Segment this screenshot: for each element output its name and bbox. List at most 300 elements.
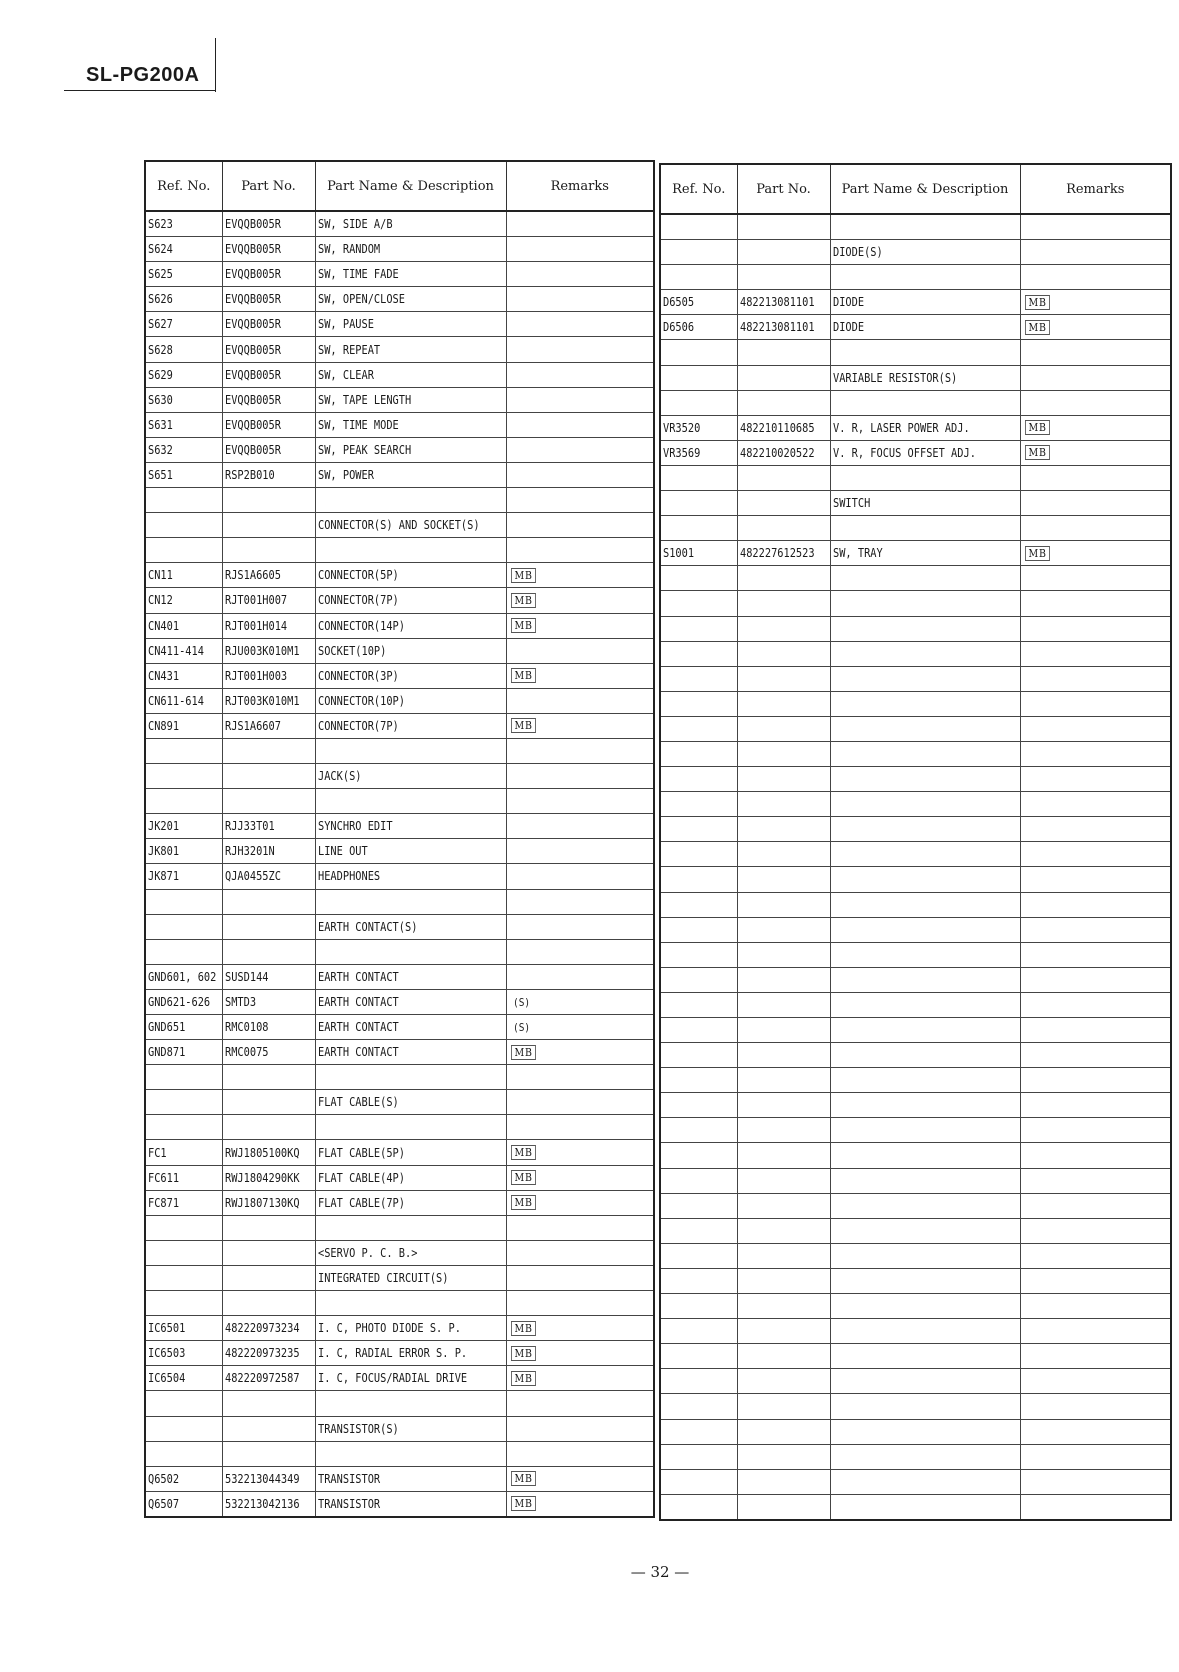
ref-no-cell [660, 1319, 737, 1344]
remarks-cell [506, 1140, 654, 1165]
table-row [660, 1243, 1171, 1268]
part-no-cell-text: RJS1A6605 [224, 568, 281, 583]
part-no-cell [737, 541, 830, 566]
description-cell-text: EARTH CONTACT(S) [317, 919, 417, 934]
description-cell-text: CONNECTOR(5P) [317, 568, 399, 583]
ref-no-cell-text: CN12 [148, 593, 173, 608]
table-row [145, 688, 654, 713]
description-cell-text: VARIABLE RESISTOR(S) [832, 370, 957, 385]
ref-no-cell [145, 1441, 222, 1466]
table-row [145, 588, 654, 613]
part-no-cell [737, 1369, 830, 1394]
remarks-cell [506, 462, 654, 487]
remarks-cell [506, 1441, 654, 1466]
ref-no-cell [660, 214, 737, 240]
part-no-cell [737, 1143, 830, 1168]
ref-no-cell [660, 641, 737, 666]
table-row [145, 1190, 654, 1215]
table-row [660, 541, 1171, 566]
description-cell [830, 1494, 1020, 1520]
table-row [660, 666, 1171, 691]
mb-badge: MB [1025, 546, 1050, 561]
table-row [660, 641, 1171, 666]
ref-no-cell [145, 914, 222, 939]
ref-no-cell-text: S651 [148, 467, 173, 482]
description-cell [315, 262, 506, 287]
remarks-cell [1020, 842, 1171, 867]
description-cell [315, 237, 506, 262]
part-no-cell [222, 513, 315, 538]
description-cell [315, 513, 506, 538]
part-no-cell [222, 1366, 315, 1391]
remarks-cell [506, 989, 654, 1014]
remarks-cell [506, 1240, 654, 1265]
part-no-cell-text: 532213044349 [224, 1471, 300, 1486]
remarks-cell [506, 939, 654, 964]
part-no-cell [222, 1140, 315, 1165]
mb-badge: MB [511, 1195, 536, 1210]
ref-no-cell [145, 1065, 222, 1090]
remarks-cell [506, 262, 654, 287]
table-row [660, 591, 1171, 616]
description-cell-text: SWITCH [832, 496, 870, 511]
table-row [145, 814, 654, 839]
part-no-cell [737, 1243, 830, 1268]
ref-no-cell [660, 1043, 737, 1068]
table-row [660, 214, 1171, 240]
part-no-cell [737, 817, 830, 842]
part-no-cell [737, 214, 830, 240]
mb-badge: MB [1025, 420, 1050, 435]
table-row [660, 767, 1171, 792]
remarks-cell [506, 1466, 654, 1491]
table-row [145, 1441, 654, 1466]
description-cell [315, 538, 506, 563]
parts-table-left [144, 160, 655, 1518]
remarks-cell [1020, 541, 1171, 566]
remarks-cell [1020, 1494, 1171, 1520]
remarks-cell [1020, 465, 1171, 490]
table-row [660, 741, 1171, 766]
ref-no-cell [145, 663, 222, 688]
remarks-cell [1020, 641, 1171, 666]
ref-no-cell [660, 1444, 737, 1469]
ref-no-cell [660, 867, 737, 892]
table-row [660, 616, 1171, 641]
part-no-cell-text: RJT003K010M1 [224, 693, 300, 708]
table-row [145, 1291, 654, 1316]
remarks-cell [1020, 817, 1171, 842]
table-row [660, 340, 1171, 365]
ref-no-cell [145, 789, 222, 814]
table-row [145, 1065, 654, 1090]
mb-badge: MB [511, 1145, 536, 1160]
table-row [145, 613, 654, 638]
part-no-cell [737, 566, 830, 591]
part-no-cell [222, 538, 315, 563]
ref-no-cell [660, 1344, 737, 1369]
part-no-cell [737, 1419, 830, 1444]
part-no-cell-text: 482210020522 [739, 445, 815, 460]
ref-no-cell [660, 942, 737, 967]
table-row [660, 1444, 1171, 1469]
remarks-cell [506, 1215, 654, 1240]
part-no-cell [737, 1469, 830, 1494]
mb-badge: MB [1025, 295, 1050, 310]
ref-no-cell-text: S1001 [663, 546, 695, 561]
ref-no-cell [660, 1118, 737, 1143]
remarks-cell [1020, 1193, 1171, 1218]
description-cell [830, 817, 1020, 842]
ref-no-cell [660, 767, 737, 792]
ref-no-cell [145, 1265, 222, 1290]
mb-badge: MB [511, 718, 536, 733]
remarks-cell [1020, 792, 1171, 817]
table-row [145, 237, 654, 262]
ref-no-cell [660, 1494, 737, 1520]
description-cell [315, 613, 506, 638]
description-cell [830, 1243, 1020, 1268]
table-row [145, 1040, 654, 1065]
description-cell-text: CONNECTOR(3P) [317, 668, 399, 683]
description-cell [830, 265, 1020, 290]
table-row [660, 917, 1171, 942]
description-cell-text: CONNECTOR(14P) [317, 618, 405, 633]
remarks-cell [1020, 214, 1171, 240]
part-no-cell-text: 482220972587 [224, 1371, 300, 1386]
header-part-no: Part No. [222, 161, 315, 211]
description-cell [315, 1215, 506, 1240]
part-no-cell-text: RSP2B010 [224, 467, 275, 482]
header-description: Part Name & Description [315, 161, 506, 211]
description-cell [315, 989, 506, 1014]
ref-no-cell [145, 1115, 222, 1140]
remarks-cell [1020, 415, 1171, 440]
part-no-cell [737, 1268, 830, 1293]
part-no-cell [222, 1065, 315, 1090]
remarks-cell [506, 738, 654, 763]
part-no-cell [222, 1291, 315, 1316]
table-row [660, 1093, 1171, 1118]
description-cell [315, 211, 506, 237]
remarks-cell [506, 387, 654, 412]
remarks-cell [1020, 340, 1171, 365]
part-no-cell-text: 482220973234 [224, 1321, 300, 1336]
ref-no-cell-text: S628 [148, 342, 173, 357]
ref-no-cell [660, 415, 737, 440]
ref-no-cell-text: CN611-614 [148, 693, 204, 708]
part-no-cell [737, 1218, 830, 1243]
description-cell [315, 1441, 506, 1466]
part-no-cell [737, 917, 830, 942]
part-no-cell-text: RWJ1805100KQ [224, 1145, 300, 1160]
mb-badge: MB [511, 668, 536, 683]
part-no-cell [222, 1341, 315, 1366]
remarks-cell [506, 412, 654, 437]
description-cell [315, 563, 506, 588]
remarks-cell [1020, 741, 1171, 766]
part-no-cell-text: RJH3201N [224, 844, 275, 859]
ref-no-cell [660, 741, 737, 766]
description-cell-text: JACK(S) [317, 769, 361, 784]
description-cell [315, 814, 506, 839]
part-no-cell-text: 482213081101 [739, 320, 815, 335]
remarks-cell [1020, 1469, 1171, 1494]
remarks-cell [1020, 767, 1171, 792]
header-remarks: Remarks [1020, 164, 1171, 214]
part-no-cell-text: RMC0108 [224, 1020, 268, 1035]
part-no-cell [222, 889, 315, 914]
description-cell [315, 287, 506, 312]
description-cell [830, 440, 1020, 465]
table-row [660, 1319, 1171, 1344]
table-row [660, 942, 1171, 967]
description-cell-text: LINE OUT [317, 844, 368, 859]
remarks-cell [1020, 516, 1171, 541]
description-cell-text: DIODE [832, 295, 864, 310]
part-no-cell [737, 1344, 830, 1369]
ref-no-cell-text: CN401 [148, 618, 180, 633]
ref-no-cell [660, 1369, 737, 1394]
part-no-cell-text: 482213081101 [739, 295, 815, 310]
ref-no-cell-text: GND621-626 [148, 994, 211, 1009]
part-no-cell [222, 588, 315, 613]
table-row [660, 1043, 1171, 1068]
header-part-no: Part No. [737, 164, 830, 214]
remarks-cell [506, 1316, 654, 1341]
ref-no-cell-text: Q6507 [148, 1496, 180, 1511]
description-cell [830, 1419, 1020, 1444]
mb-badge: MB [1025, 320, 1050, 335]
description-cell [830, 1193, 1020, 1218]
description-cell-text: EARTH CONTACT [317, 1045, 399, 1060]
table-row [660, 1168, 1171, 1193]
table-row [660, 792, 1171, 817]
ref-no-cell [660, 1018, 737, 1043]
remarks-cell [506, 538, 654, 563]
part-no-cell [737, 265, 830, 290]
description-cell [315, 789, 506, 814]
table-row [660, 1469, 1171, 1494]
part-no-cell [222, 563, 315, 588]
table-row [660, 315, 1171, 340]
part-no-cell [222, 1040, 315, 1065]
description-cell [315, 914, 506, 939]
description-cell [830, 666, 1020, 691]
table-row [145, 1265, 654, 1290]
page-number: — 32 — [630, 1563, 690, 1581]
ref-no-cell [660, 1268, 737, 1293]
table-row [660, 992, 1171, 1017]
description-cell [830, 541, 1020, 566]
part-no-cell [222, 488, 315, 513]
ref-no-cell-text: D6506 [663, 320, 695, 335]
table-row [145, 713, 654, 738]
part-no-cell [737, 516, 830, 541]
remarks-cell [506, 1341, 654, 1366]
remarks-cell [506, 1015, 654, 1040]
ref-no-cell [145, 1316, 222, 1341]
mb-badge: MB [1025, 445, 1050, 460]
description-cell [315, 1040, 506, 1065]
description-cell [315, 1391, 506, 1416]
description-cell [315, 1065, 506, 1090]
part-no-cell [222, 1190, 315, 1215]
table-row [145, 488, 654, 513]
remarks-cell [506, 1265, 654, 1290]
remarks-cell [1020, 1093, 1171, 1118]
remarks-cell [506, 688, 654, 713]
table-row [145, 287, 654, 312]
ref-no-cell [145, 337, 222, 362]
part-no-cell [737, 1043, 830, 1068]
table-row [660, 1369, 1171, 1394]
remarks-cell [1020, 440, 1171, 465]
remarks-cell [1020, 917, 1171, 942]
description-cell [315, 1140, 506, 1165]
mb-badge: MB [511, 1321, 536, 1336]
description-cell-text: SW, OPEN/CLOSE [317, 292, 405, 307]
table-row [145, 437, 654, 462]
header-ref-no: Ref. No. [145, 161, 222, 211]
description-cell [315, 1341, 506, 1366]
description-cell [315, 764, 506, 789]
part-no-cell [222, 1441, 315, 1466]
remarks-cell [1020, 566, 1171, 591]
remarks-cell [506, 488, 654, 513]
remarks-cell [1020, 591, 1171, 616]
ref-no-cell [145, 1090, 222, 1115]
remarks-cell [506, 237, 654, 262]
table-row [145, 262, 654, 287]
remarks-cell [1020, 1419, 1171, 1444]
description-cell-text: SW, POWER [317, 467, 374, 482]
description-cell [315, 1316, 506, 1341]
description-cell [315, 839, 506, 864]
part-no-cell-text: 482227612523 [739, 546, 815, 561]
part-no-cell-text: RMC0075 [224, 1045, 268, 1060]
ref-no-cell-text: FC871 [148, 1195, 180, 1210]
description-cell-text: CONNECTOR(7P) [317, 593, 399, 608]
part-no-cell [222, 1466, 315, 1491]
table-row [660, 842, 1171, 867]
part-no-cell [222, 764, 315, 789]
part-no-cell-text: EVQQB005R [224, 292, 281, 307]
ref-no-cell-text: S625 [148, 267, 173, 282]
part-no-cell [737, 390, 830, 415]
ref-no-cell [145, 1190, 222, 1215]
part-no-cell [737, 792, 830, 817]
description-cell-text: SW, PEAK SEARCH [317, 442, 411, 457]
header-ref-no: Ref. No. [660, 164, 737, 214]
description-cell-text: V. R, FOCUS OFFSET ADJ. [832, 445, 976, 460]
ref-no-cell [660, 440, 737, 465]
ref-no-cell-text: GND601, 602 [148, 969, 217, 984]
table-row [660, 491, 1171, 516]
table-row [145, 738, 654, 763]
part-no-cell [222, 964, 315, 989]
ref-no-cell [660, 265, 737, 290]
part-no-cell-text: RJJ33T01 [224, 819, 275, 834]
part-no-cell [222, 713, 315, 738]
ref-no-cell-text: Q6502 [148, 1471, 180, 1486]
ref-no-cell [660, 1193, 737, 1218]
ref-no-cell-text: S627 [148, 317, 173, 332]
ref-no-cell-text: S623 [148, 217, 173, 232]
description-cell [315, 939, 506, 964]
part-no-cell [737, 666, 830, 691]
ref-no-cell [145, 1140, 222, 1165]
ref-no-cell [660, 340, 737, 365]
table-row [660, 1494, 1171, 1520]
remarks-cell [506, 437, 654, 462]
part-no-cell [737, 591, 830, 616]
table-row [660, 440, 1171, 465]
remarks-cell [506, 789, 654, 814]
description-cell-text: FLAT CABLE(7P) [317, 1195, 405, 1210]
description-cell [830, 1369, 1020, 1394]
table-row [145, 362, 654, 387]
remarks-cell [506, 1416, 654, 1441]
part-no-cell [222, 814, 315, 839]
header-remarks: Remarks [506, 161, 654, 211]
description-cell-text: INTEGRATED CIRCUIT(S) [317, 1270, 448, 1285]
description-cell-text: EARTH CONTACT [317, 1020, 399, 1035]
mb-badge: MB [511, 1471, 536, 1486]
remarks-cell [1020, 666, 1171, 691]
ref-no-cell [660, 240, 737, 265]
ref-no-cell [145, 588, 222, 613]
ref-no-cell [145, 964, 222, 989]
remarks-cell [1020, 867, 1171, 892]
table-row [660, 1143, 1171, 1168]
part-no-cell [737, 240, 830, 265]
table-row [660, 415, 1171, 440]
ref-no-cell [660, 992, 737, 1017]
mb-badge: MB [511, 1371, 536, 1386]
table-row [660, 265, 1171, 290]
part-no-cell [737, 716, 830, 741]
table-row [145, 1416, 654, 1441]
ref-no-cell [660, 1243, 737, 1268]
description-cell [315, 713, 506, 738]
table-row [660, 1193, 1171, 1218]
description-cell-text: FLAT CABLE(5P) [317, 1145, 405, 1160]
ref-no-cell-text: CN431 [148, 668, 180, 683]
table-row [660, 892, 1171, 917]
part-no-cell-text: EVQQB005R [224, 417, 281, 432]
remarks-cell [1020, 942, 1171, 967]
ref-no-cell [660, 691, 737, 716]
description-cell [830, 691, 1020, 716]
ref-no-cell [145, 613, 222, 638]
part-no-cell [222, 613, 315, 638]
table-row [145, 1215, 654, 1240]
ref-no-cell [660, 491, 737, 516]
title-divider [215, 38, 216, 92]
ref-no-cell-text: S631 [148, 417, 173, 432]
ref-no-cell [145, 1215, 222, 1240]
remarks-cell [506, 638, 654, 663]
description-cell [830, 1068, 1020, 1093]
description-cell [315, 738, 506, 763]
mb-badge: MB [511, 1170, 536, 1185]
ref-no-cell [145, 1366, 222, 1391]
ref-no-cell [145, 1416, 222, 1441]
description-cell-text: I. C, PHOTO DIODE S. P. [317, 1321, 461, 1336]
description-cell [830, 1118, 1020, 1143]
description-cell-text: SW, TAPE LENGTH [317, 392, 411, 407]
